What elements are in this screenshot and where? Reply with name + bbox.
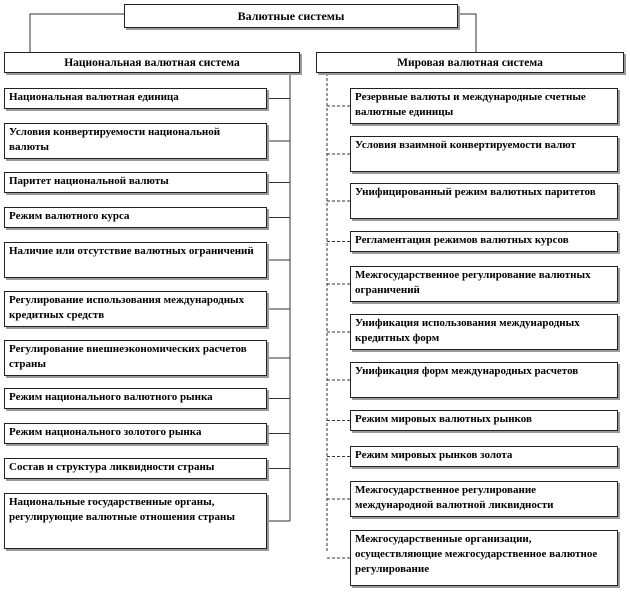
national-item: Регулирование внешнеэкономических расчетов страны bbox=[4, 340, 267, 376]
world-item: Унифицированный режим валютных паритетов bbox=[350, 183, 618, 219]
world-item: Резервные валюты и международные счетные валютные единицы bbox=[350, 88, 618, 124]
world-item: Регламентация режимов валютных курсов bbox=[350, 231, 618, 252]
connector-top-national bbox=[30, 14, 124, 52]
world-item: Условия взаимной конвертируемости валют bbox=[350, 136, 618, 172]
world-system-header: Мировая валютная система bbox=[316, 52, 624, 73]
root-title: Валютные системы bbox=[124, 4, 458, 28]
world-branches bbox=[327, 106, 350, 558]
national-item: Национальные государственные органы, регулирующие валютные отношения страны bbox=[4, 493, 267, 549]
connector-top-world bbox=[458, 14, 476, 52]
national-branches bbox=[267, 99, 290, 522]
world-item: Межгосударственные организации, осуществляющие межгосударственное валютное регулирование bbox=[350, 530, 618, 586]
national-item: Национальная валютная единица bbox=[4, 88, 267, 109]
world-item: Унификация использования международных кредитных форм bbox=[350, 314, 618, 350]
world-item: Режим мировых валютных рынков bbox=[350, 410, 618, 431]
national-item: Паритет национальной валюты bbox=[4, 172, 267, 193]
national-item: Режим национального валютного рынка bbox=[4, 388, 267, 409]
national-item: Режим валютного курса bbox=[4, 207, 267, 228]
world-item: Межгосударственное регулирование международной валютной ликвидности bbox=[350, 481, 618, 517]
national-system-header: Национальная валютная система bbox=[4, 52, 300, 73]
national-item: Состав и структура ликвидности страны bbox=[4, 458, 267, 479]
world-item: Режим мировых рынков золота bbox=[350, 446, 618, 467]
national-item: Наличие или отсутствие валютных ограничений bbox=[4, 242, 267, 278]
world-item: Межгосударственное регулирование валютных ограничений bbox=[350, 266, 618, 302]
world-item: Унификация форм международных расчетов bbox=[350, 362, 618, 398]
national-item: Условия конвертируемости национальной валюты bbox=[4, 123, 267, 159]
national-item: Режим национального золотого рынка bbox=[4, 423, 267, 444]
national-item: Регулирование использования международных кредитных средств bbox=[4, 291, 267, 327]
